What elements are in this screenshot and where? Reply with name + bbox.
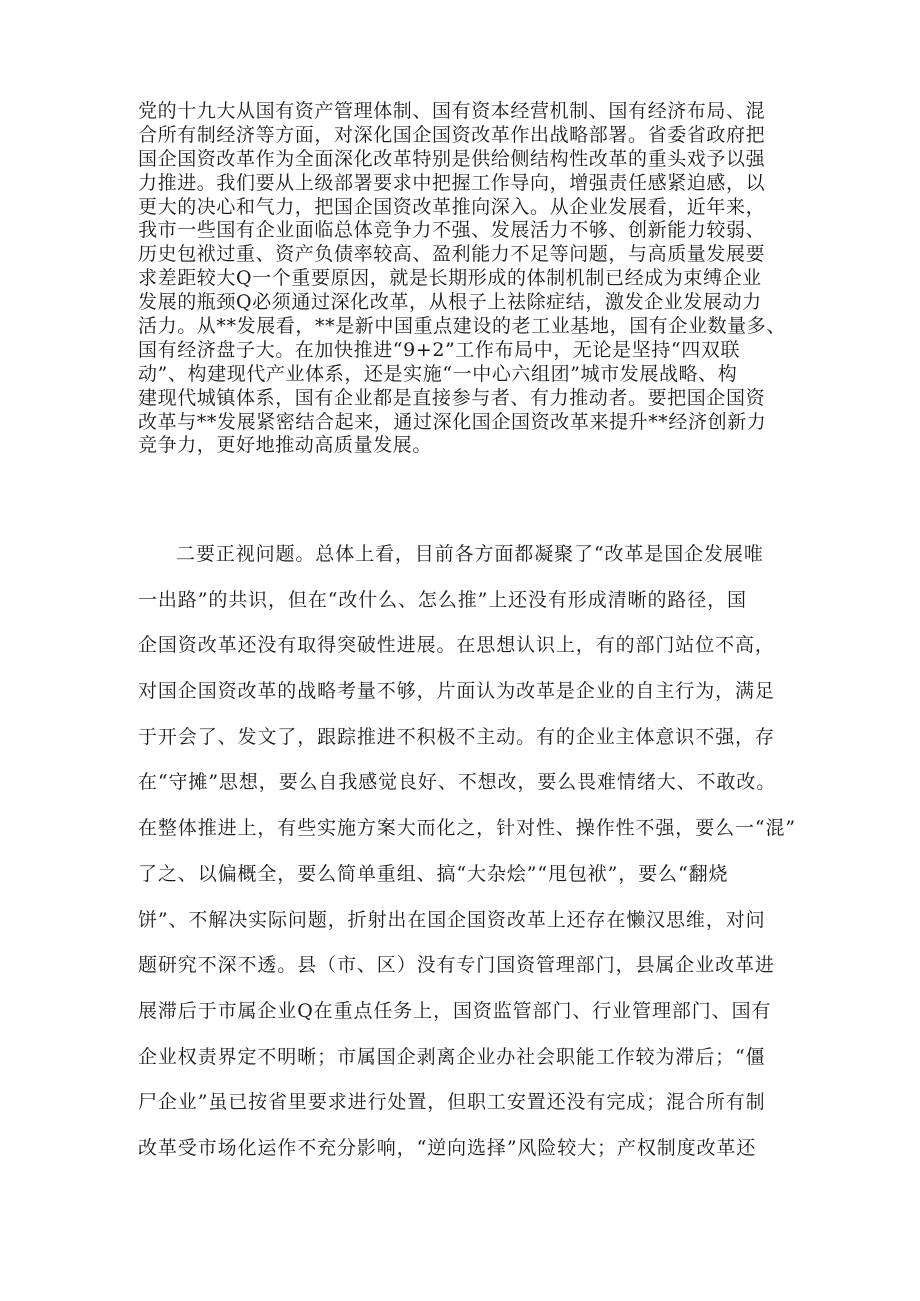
text-line: 党的十九大从国有资产管理体制、国有资本经营机制、国有经济布局、混 — [138, 100, 766, 122]
text-line: 我市一些国有企业面临总体竞争力不强、发展活力不够、创新能力较弱、 — [138, 219, 766, 242]
text-line: 动”、构建现代产业体系，还是实施“一中心六组团”城市发展战略、构 — [138, 362, 738, 385]
text-line: 建现代城镇体系，国有企业都是直接参与者、有力推动者。要把国企国资 — [138, 386, 766, 409]
text-line: 活力。从**发展看，**是新中国重点建设的老工业基地，国有企业数量多、 — [138, 315, 787, 338]
text-line: 发展的瓶颈Q必须通过深化改革，从根子上祛除症结，激发企业发展动力 — [138, 291, 762, 314]
text-line: 在“守摊”思想，要么自我感觉良好、不想改，要么畏难情绪大、不敢改。 — [138, 771, 777, 794]
paragraph-face-problems — [138, 532, 818, 1172]
text-line: 企业权责界定不明晰；市属国企剥离企业办社会职能工作较为滞后；“僵 — [138, 1045, 766, 1068]
text-line: 更大的决心和气力，把国企国资改革推向深入。从企业发展看，近年来， — [138, 195, 766, 218]
text-line: 饼”、不解决实际问题，折射出在国企国资改革上还存在懒汉思维，对问 — [138, 908, 766, 931]
text-line: 了之、以偏概全，要么简单重组、搞“大杂烩”“甩包袱”，要么“翻烧 — [138, 862, 729, 885]
text-line: 尸企业”虽已按省里要求进行处置，但职工安置还没有完成；混合所有制 — [138, 1091, 766, 1114]
text-line: 改革与**发展紧密结合起来，通过深化国企国资改革来提升**经济创新力 — [138, 410, 767, 433]
text-line: 国有经济盘子大。在加快推进“9+2”工作布局中，无论是坚持“四双联 — [138, 338, 741, 361]
text-line: 在整体推进上，有些实施方案大而化之，针对性、操作性不强，要么一“混” — [138, 817, 797, 840]
text-line: 改革受市场化运作不充分影响，“逆向选择”风险较大；产权制度改革还 — [138, 1136, 757, 1159]
text-line: 二要正视问题。总体上看，目前各方面都凝聚了“改革是国企发展唯 — [176, 543, 764, 565]
text-line: 竞争力，更好地推动高质量发展。 — [138, 434, 433, 457]
text-line: 合所有制经济等方面，对深化国企国资改革作出战略部署。省委省政府把 — [138, 123, 766, 146]
text-line: 求差距较大Q一个重要原因，就是长期形成的体制机制已经成为束缚企业 — [138, 267, 762, 290]
text-line: 展滞后于市属企业Q在重点任务上，国资监管部门、行业管理部门、国有 — [138, 999, 772, 1022]
text-line: 力推进。我们要从上级部署要求中把握工作导向，增强责任感紧迫感，以 — [138, 171, 766, 194]
paragraph-reform-importance — [138, 100, 798, 458]
text-line: 企国资改革还没有取得突破性进展。在思想认识上，有的部门站位不高， — [138, 634, 775, 657]
text-line: 于开会了、发文了，跟踪推进不积极不主动。有的企业主体意识不强，存 — [138, 725, 775, 748]
text-line: 对国企国资改革的战略考量不够，片面认为改革是企业的自主行为，满足 — [138, 680, 775, 703]
text-line: 题研究不深不透。县（市、区）没有专门国资管理部门，县属企业改革进 — [138, 954, 775, 977]
text-line: 国企国资改革作为全面深化改革特别是供给侧结构性改革的重头戏予以强 — [138, 147, 766, 170]
text-line: 一出路”的共识，但在“改什么、怎么推”上还没有形成清晰的路径，国 — [138, 588, 747, 611]
text-line: 历史包袱过重、资产负债率较高、盈利能力不足等问题，与高质量发展要 — [138, 243, 766, 266]
